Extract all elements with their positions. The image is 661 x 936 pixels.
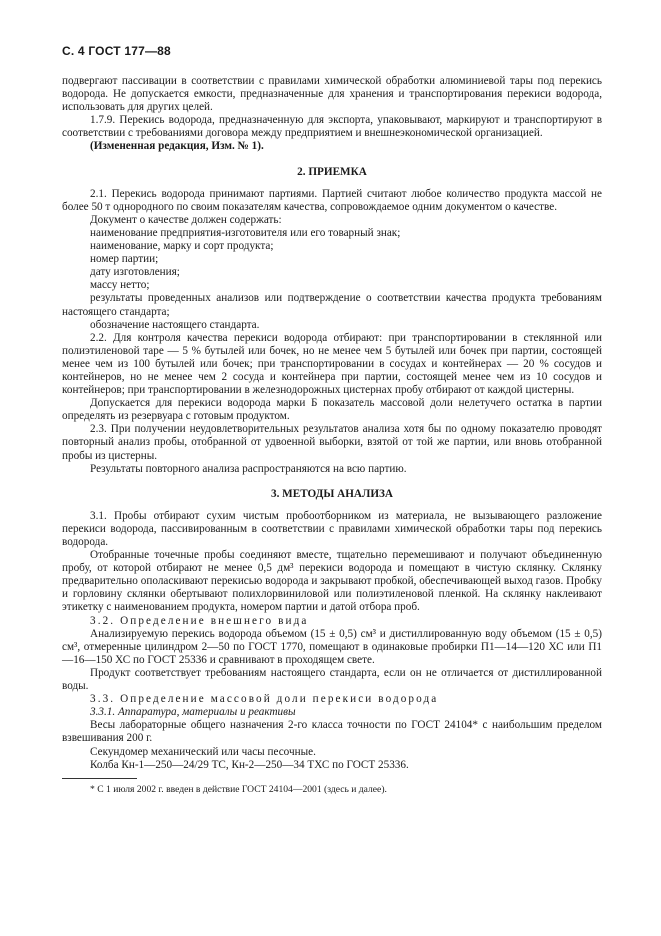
list-item: номер партии; [90,253,159,266]
paragraph: 3.1. Пробы отбирают сухим чистым пробоотборником из материала, не вызывающего разложение перекиси водорода, пассивированным в соответствии с правилами химической обработки тары под перекись водорода. [62,509,602,548]
paragraph: 2.2. Для контроля качества перекиси водорода отбирают: при транспортировании в стеклянной или полиэтиленовой таре — 5 % бутылей или бочек, но не менее чем 5 бутылей или бочек при партии, состоящей менее чем из 100 бутылей или бочек; при транспортировании в сосудах и контейнерах — 20 % сосудов и контейнеров, но не менее чем 2 сосуда и контейнера при партии, состоящей менее чем из 10 сосудов и контейнеров; при транспортировании в железнодорожных цистернах пробу отбирают от каждой цистерны. [62,331,602,397]
footnote-divider [62,778,137,779]
paragraph: Документ о качестве должен содержать: [90,213,282,226]
paragraph: Колба Кн-1—250—24/29 ТС, Кн-2—250—34 ТХС по ГОСТ 25336. [90,758,409,771]
subsection-heading: 3.3. Определение массовой доли перекиси водорода [90,693,439,706]
section-heading-acceptance: 2. ПРИЕМКА [297,165,367,178]
page-content [62,75,602,795]
paragraph: Весы лабораторные общего назначения 2-го класса точности по ГОСТ 24104* с наибольшим пределом взвешивания 200 г. [62,719,602,745]
paragraph: подвергают пассивации в соответствии с правилами химической обработки алюминиевой тары под перекись водорода. Не допускается емкости, предназначенные для хранения и транспортирования перекиси водорода, использовать для других целей. [62,75,602,114]
paragraph: Анализируемую перекись водорода объемом (15 ± 0,5) см³ и дистиллированную воду объемом (15 ± 0,5) см³, отмеренные цилиндром 2—50 по ГОСТ 1770, помещают в одинаковые пробирки П1—14—120 ХС или П1—16—150 ХС по ГОСТ 25336 и сравнивают в проходящем свете. [62,627,602,666]
paragraph: Отобранные точечные пробы соединяют вместе, тщательно перемешивают и получают объединенную пробу, от которой отбирают не менее 0,5 дм³ перекиси водорода и помещают в чистую склянку. Склянку предварительно ополаскивают перекисью водорода и закрывают пробкой, обеспечивающей выход газов. Пробку и горловину склянки обертывают полихлорвиниловой или полиэтиленовой пленкой. На склянку наклеивают этикетку с наименованием продукта, номером партии и датой отбора проб. [62,549,602,614]
subsection-heading: 3.2. Определение внешнего вида [90,614,309,627]
list-item: обозначение настоящего стандарта. [90,318,260,331]
subsection-title: 3.3.1. Аппаратура, материалы и реактивы [90,706,296,719]
list-item: наименование, марку и сорт продукта; [90,240,274,253]
paragraph: 1.7.9. Перекись водорода, предназначенную для экспорта, упаковывают, маркируют и транспортируют в соответствии с требованиями договора между предприятием и внешнеэкономической организацией. [62,114,602,140]
list-item: дату изготовления; [90,266,180,279]
paragraph: Продукт соответствует требованиям настоящего стандарта, если он не отличается от дистиллированной воды. [62,666,602,693]
footnote: * С 1 июля 2002 г. введен в действие ГОСТ 24104—2001 (здесь и далее). [90,783,387,795]
section-heading-methods: 3. МЕТОДЫ АНАЛИЗА [270,487,394,500]
paragraph: 2.1. Перекись водорода принимают партиями. Партией считают любое количество продукта массой не более 50 т однородного по своим показателям качества, сопровождаемое одним документом о качестве. [62,187,602,213]
paragraph: 2.3. При получении неудовлетворительных результатов анализа хотя бы по одному показателю проводят повторный анализ пробы, отобранной от удвоенной выборки, взятой от той же партии, или вновь отобранной пробы из цистерны. [62,423,602,462]
paragraph: Секундомер механический или часы песочные. [90,745,316,758]
page-header: С. 4 ГОСТ 177—88 [62,44,171,58]
list-item: результаты проведенных анализов или подтверждение о соответствии качества продукта требованиям настоящего стандарта; [62,292,602,318]
paragraph: Результаты повторного анализа распространяются на всю партию. [90,462,407,475]
paragraph: Допускается для перекиси водорода марки Б показатель массовой доли нелетучего остатка в партии определять из резервуара с готовым продуктом. [62,397,602,423]
list-item: наименование предприятия-изготовителя или его товарный знак; [90,226,401,239]
amendment-note: (Измененная редакция, Изм. № 1). [90,140,264,153]
list-item: массу нетто; [90,279,150,292]
